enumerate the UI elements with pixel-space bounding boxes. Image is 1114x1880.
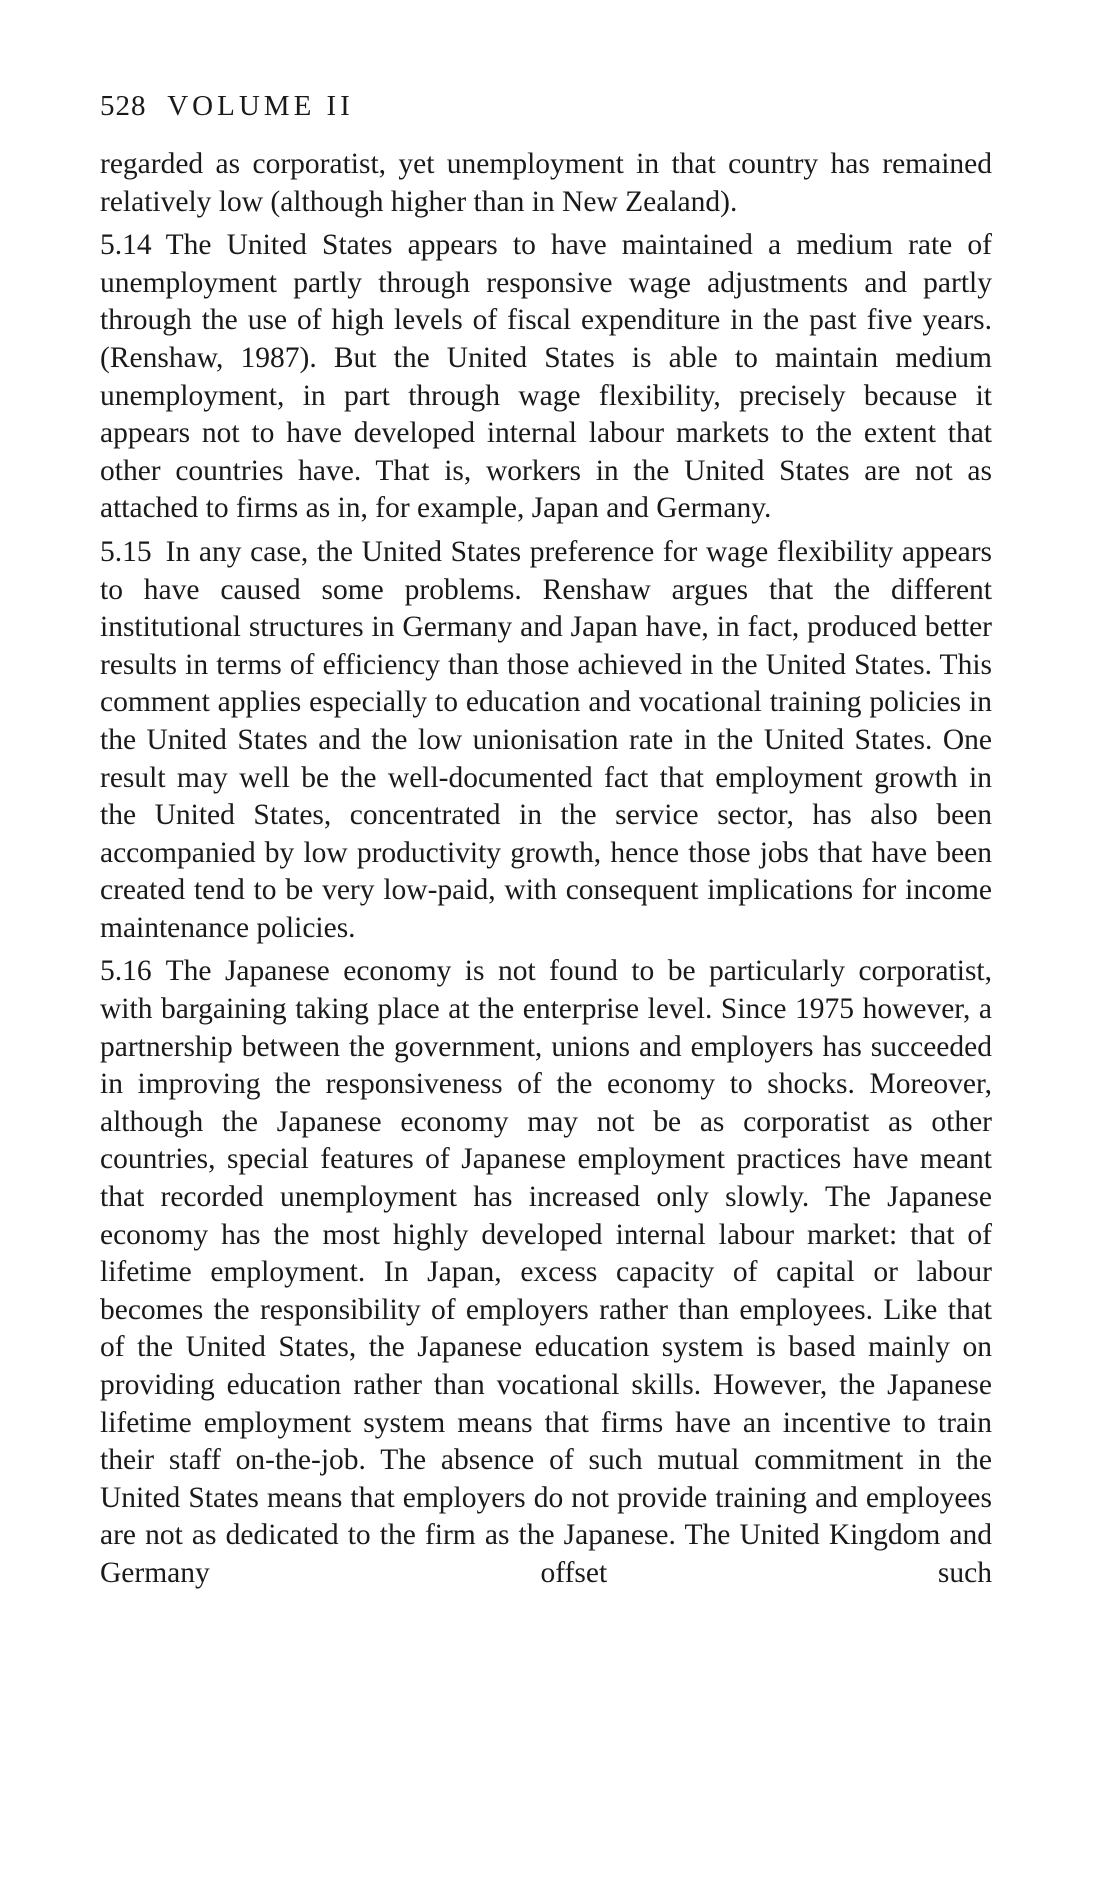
running-head [100, 88, 992, 124]
paragraph-continuation [100, 146, 992, 221]
paragraph-5-15 [100, 534, 992, 948]
book-page [100, 88, 992, 1599]
paragraph-5-14 [100, 227, 992, 528]
paragraph-text: regarded as corporatist, yet unemployment in that country has remained relatively low (although higher than in New Zealand). [100, 148, 992, 218]
paragraph-text: The United States appears to have maintained a medium rate of unemployment partly through responsive wage adjustments and partly through the use of high levels of fiscal expenditure in the past five years. (Renshaw, 1987). But the United States is able to maintain medium unemployment, in part through wage flexibility, precisely because it appears not to have developed internal labour markets to the extent that other countries have. That is, workers in the United States are not as attached to firms as in, for example, Japan and Germany. [100, 229, 992, 525]
page-number: 528 [100, 90, 147, 122]
paragraph-text: The Japanese economy is not found to be particularly corporatist, with bargaining taking place at the enterprise level. Since 1975 however, a partnership between the government, unions and employers has succeeded in improving the responsiveness of the economy to shocks. Moreover, although the Japanese economy may not be as corporatist as other countries, special features of Japanese employment practices have meant that recorded unemployment has increased only slowly. The Japanese economy has the most highly developed internal labour market: that of lifetime employment. In Japan, excess capacity of capital or labour becomes the responsibility of employers rather than employees. Like that of the United States, the Japanese education system is based mainly on providing education rather than vocational skills. However, the Japanese lifetime employment system means that firms have an incentive to train their staff on-the-job. The absence of such mutual commitment in the United States means that employers do not provide training and employees are not as dedicated to the firm as the Japanese. The United Kingdom and Germany offset such [100, 955, 992, 1589]
paragraph-number: 5.14 [100, 229, 152, 262]
paragraph-text: In any case, the United States preference for wage flexibility appears to have caused some problems. Renshaw argues that the different institutional structures in Germany and Japan have, in fact, produced better results in terms of efficiency than those achieved in the United States. This comment applies especially to education and vocational training policies in the United States and the low unionisation rate in the United States. One result may well be the well-documented fact that employment growth in the United States, concentrated in the service sector, has also been accompanied by low productivity growth, hence those jobs that have been created tend to be very low-paid, with consequent implications for income maintenance policies. [100, 535, 992, 944]
paragraph-number: 5.15 [100, 535, 152, 568]
paragraph-number: 5.16 [100, 955, 152, 988]
paragraph-5-16 [100, 953, 992, 1592]
volume-label: VOLUME II [167, 90, 354, 122]
